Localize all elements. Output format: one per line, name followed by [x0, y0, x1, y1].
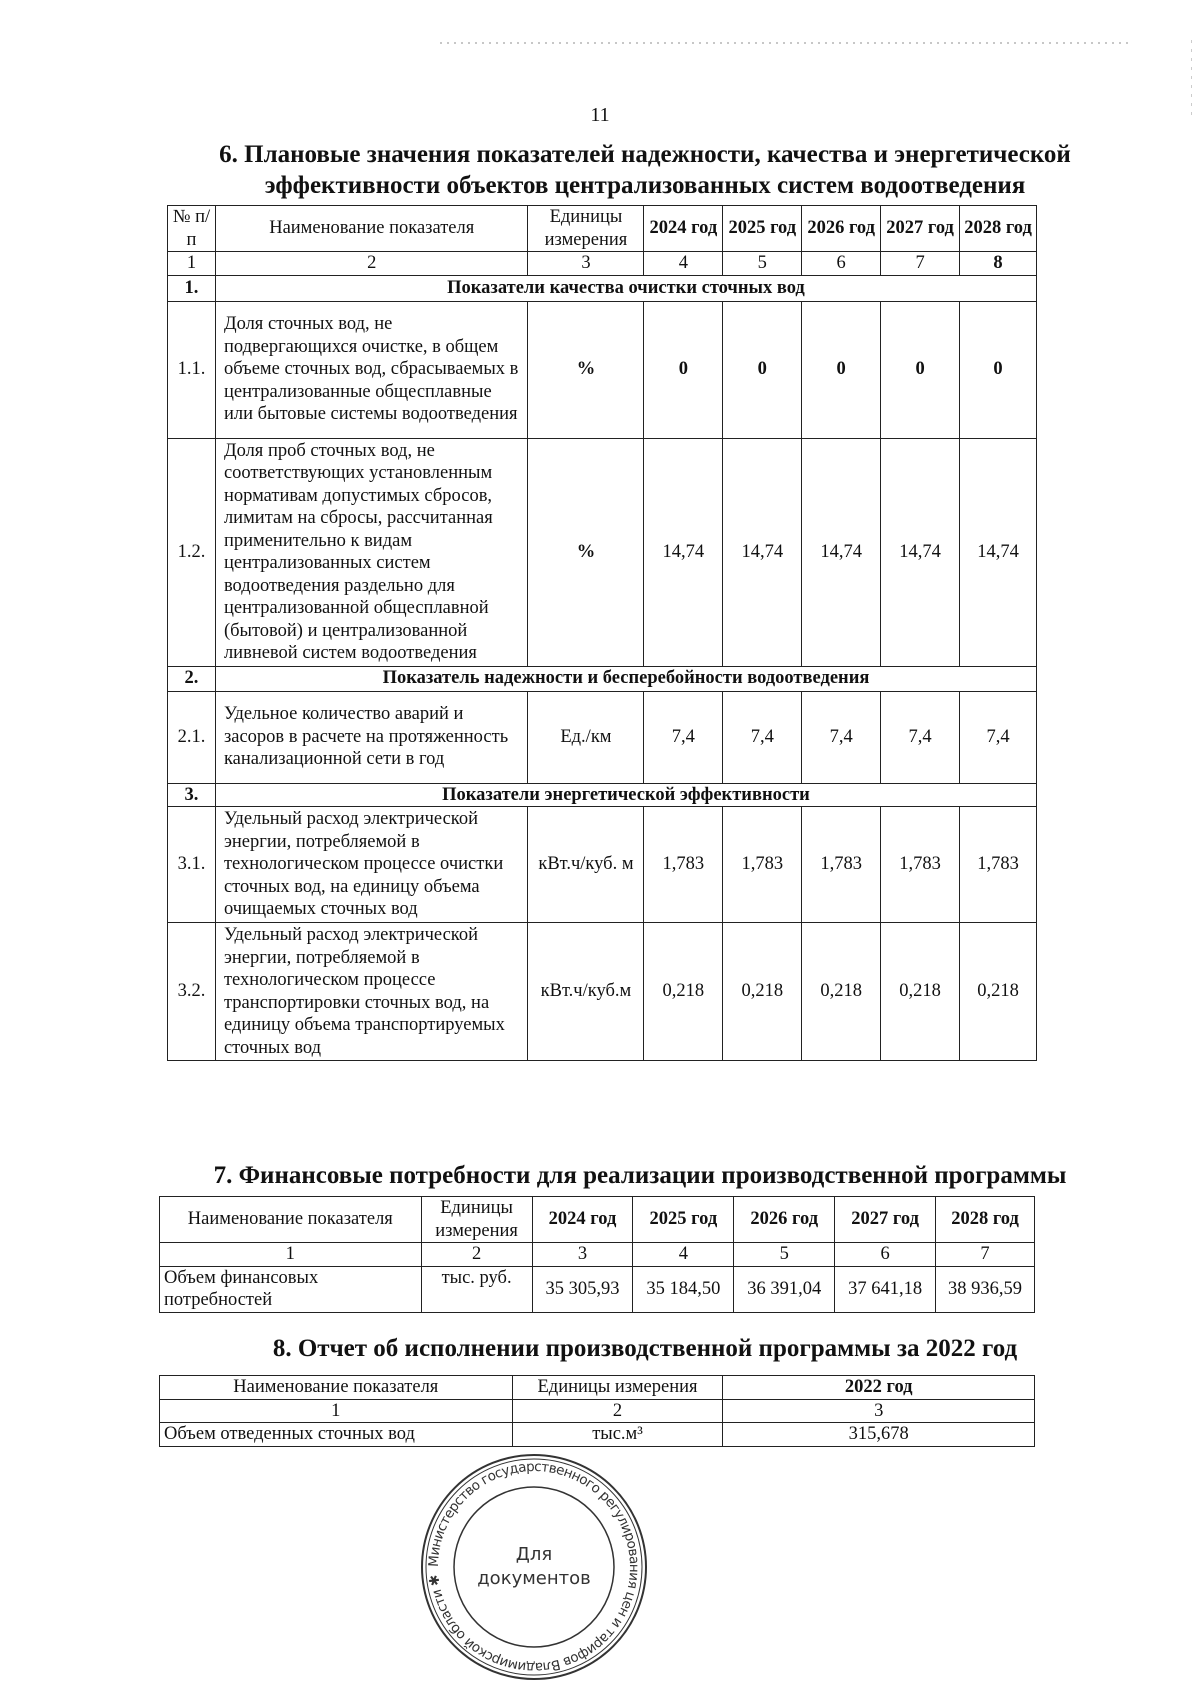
row-value: 14,74 [802, 438, 881, 666]
header-num: № п/п [168, 206, 216, 252]
row-value: 7,4 [960, 691, 1037, 783]
header-year: 2025 год [723, 206, 802, 252]
col-number: 7 [936, 1243, 1035, 1267]
section6-title-line2: эффективности объектов централизованных систем водоотведения [264, 172, 1026, 199]
section6-title-line1: 6. Плановые значения показателей надежности, качества и энергетической [219, 141, 1071, 168]
row-value: 1,783 [644, 807, 723, 923]
section7-title: 7. Финансовые потребности для реализации производственной программы [213, 1162, 1067, 1189]
col-number: 1 [168, 252, 216, 276]
header-year: 2027 год [881, 206, 960, 252]
row-value: 0,218 [723, 923, 802, 1061]
row-value: 38 936,59 [936, 1266, 1035, 1312]
row-value: 0 [644, 301, 723, 438]
row-value: 0 [723, 301, 802, 438]
section8-title: 8. Отчет об исполнении производственной программы за 2022 год [272, 1335, 1018, 1362]
header-name: Наименование показателя [160, 1376, 513, 1400]
row-value: 1,783 [723, 807, 802, 923]
row-name: Удельное количество аварий и засоров в расчете на протяженность канализационной сети в год [215, 691, 528, 783]
row-value: 35 305,93 [532, 1266, 633, 1312]
stamp-center-line1: Для [515, 1544, 553, 1565]
row-value: 1,783 [960, 807, 1037, 923]
row-num: 2.1. [168, 691, 216, 783]
row-value: 14,74 [960, 438, 1037, 666]
col-number: 2 [215, 252, 528, 276]
row-value: 37 641,18 [835, 1266, 936, 1312]
row-unit: % [528, 301, 644, 438]
row-name: Объем финансовых потребностей [160, 1266, 422, 1312]
column-number-row [168, 252, 1037, 276]
row-value: 7,4 [881, 691, 960, 783]
header-unit: Единицы измерения [421, 1197, 532, 1243]
row-name: Удельный расход электрической энергии, потребляемой в технологическом процессе транспортировки сточных вод, на единицу объема транспортируемых сточных вод [215, 923, 528, 1061]
page-number: 11 [590, 104, 610, 126]
row-num: 3.1. [168, 807, 216, 923]
stamp-ring-text: Министерство государственного регулирования цен и тарифов Владимирской области ✱ [425, 1458, 643, 1676]
table-row [168, 691, 1037, 783]
header-year: 2028 год [960, 206, 1037, 252]
row-name: Доля сточных вод, не подвергающихся очистке, в общем объеме сточных вод, сбрасываемых в централизованные общесплавные или бытовые системы водоотведения [215, 301, 528, 438]
row-value: 36 391,04 [734, 1266, 835, 1312]
row-name: Объем отведенных сточных вод [160, 1423, 513, 1447]
header-year: 2024 год [644, 206, 723, 252]
table-row [168, 923, 1037, 1061]
row-value: 14,74 [644, 438, 723, 666]
header-unit: Единицы измерения [512, 1376, 723, 1400]
header-unit: Единицы измерения [528, 206, 644, 252]
row-value: 1,783 [802, 807, 881, 923]
col-number: 1 [160, 1399, 513, 1423]
row-value: 0 [802, 301, 881, 438]
group-row [168, 666, 1037, 691]
group-title: Показатели качества очистки сточных вод [215, 275, 1036, 301]
col-number: 1 [160, 1243, 422, 1267]
scan-artifact-dots [440, 42, 1130, 44]
table-row [168, 438, 1037, 666]
row-value: 7,4 [723, 691, 802, 783]
row-unit: Ед./км [528, 691, 644, 783]
row-value: 0,218 [644, 923, 723, 1061]
table-row [160, 1423, 1035, 1447]
row-num: 1.2. [168, 438, 216, 666]
group-title: Показатели энергетической эффективности [215, 783, 1036, 807]
col-number: 6 [802, 252, 881, 276]
col-number: 2 [421, 1243, 532, 1267]
table-header-row [160, 1376, 1035, 1400]
row-value: 315,678 [723, 1423, 1035, 1447]
table-header-row [160, 1197, 1035, 1243]
row-value: 0,218 [881, 923, 960, 1061]
col-number: 3 [532, 1243, 633, 1267]
row-num: 1.1. [168, 301, 216, 438]
col-number: 8 [960, 252, 1037, 276]
table-row [160, 1266, 1035, 1312]
row-value: 7,4 [802, 691, 881, 783]
column-number-row [160, 1243, 1035, 1267]
row-value: 35 184,50 [633, 1266, 734, 1312]
header-year: 2022 год [723, 1376, 1035, 1400]
header-year: 2026 год [802, 206, 881, 252]
row-unit: кВт.ч/куб.м [528, 923, 644, 1061]
header-year: 2024 год [532, 1197, 633, 1243]
row-value: 0 [960, 301, 1037, 438]
row-unit: тыс.м³ [512, 1423, 723, 1447]
header-year: 2026 год [734, 1197, 835, 1243]
header-name: Наименование показателя [215, 206, 528, 252]
col-number: 2 [512, 1399, 723, 1423]
row-value: 7,4 [644, 691, 723, 783]
official-stamp [419, 1452, 649, 1682]
table-row [168, 807, 1037, 923]
section6-title [150, 139, 1140, 201]
financial-table [159, 1196, 1035, 1313]
col-number: 5 [734, 1243, 835, 1267]
row-value: 1,783 [881, 807, 960, 923]
group-num: 2. [168, 666, 216, 691]
indicators-table [167, 205, 1037, 1061]
header-year: 2027 год [835, 1197, 936, 1243]
header-year: 2028 год [936, 1197, 1035, 1243]
row-value: 0 [881, 301, 960, 438]
row-value: 0,218 [960, 923, 1037, 1061]
row-name: Доля проб сточных вод, не соответствующих установленным нормативам допустимых сбросов, лимитам на сбросы, рассчитанная применительно к видам централизованных систем водоотведения раздельно для централизованной общесплавной (бытовой) и централизованной ливневой систем водоотведения [215, 438, 528, 666]
col-number: 3 [528, 252, 644, 276]
col-number: 5 [723, 252, 802, 276]
row-value: 0,218 [802, 923, 881, 1061]
group-num: 1. [168, 275, 216, 301]
report-table [159, 1375, 1035, 1447]
col-number: 7 [881, 252, 960, 276]
row-value: 14,74 [723, 438, 802, 666]
col-number: 3 [723, 1399, 1035, 1423]
row-unit: кВт.ч/куб. м [528, 807, 644, 923]
group-title: Показатель надежности и бесперебойности водоотведения [215, 666, 1036, 691]
col-number: 4 [644, 252, 723, 276]
stamp-center-line2: документов [477, 1568, 591, 1589]
group-row [168, 275, 1037, 301]
table-row [168, 301, 1037, 438]
table-header-row [168, 206, 1037, 252]
row-unit: % [528, 438, 644, 666]
row-num: 3.2. [168, 923, 216, 1061]
row-name: Удельный расход электрической энергии, потребляемой в технологическом процессе очистки сточных вод, на единицу объема очищаемых сточных вод [215, 807, 528, 923]
col-number: 4 [633, 1243, 734, 1267]
column-number-row [160, 1399, 1035, 1423]
header-name: Наименование показателя [160, 1197, 422, 1243]
header-year: 2025 год [633, 1197, 734, 1243]
col-number: 6 [835, 1243, 936, 1267]
row-value: 14,74 [881, 438, 960, 666]
group-num: 3. [168, 783, 216, 807]
row-unit: тыс. руб. [421, 1266, 532, 1312]
group-row [168, 783, 1037, 807]
